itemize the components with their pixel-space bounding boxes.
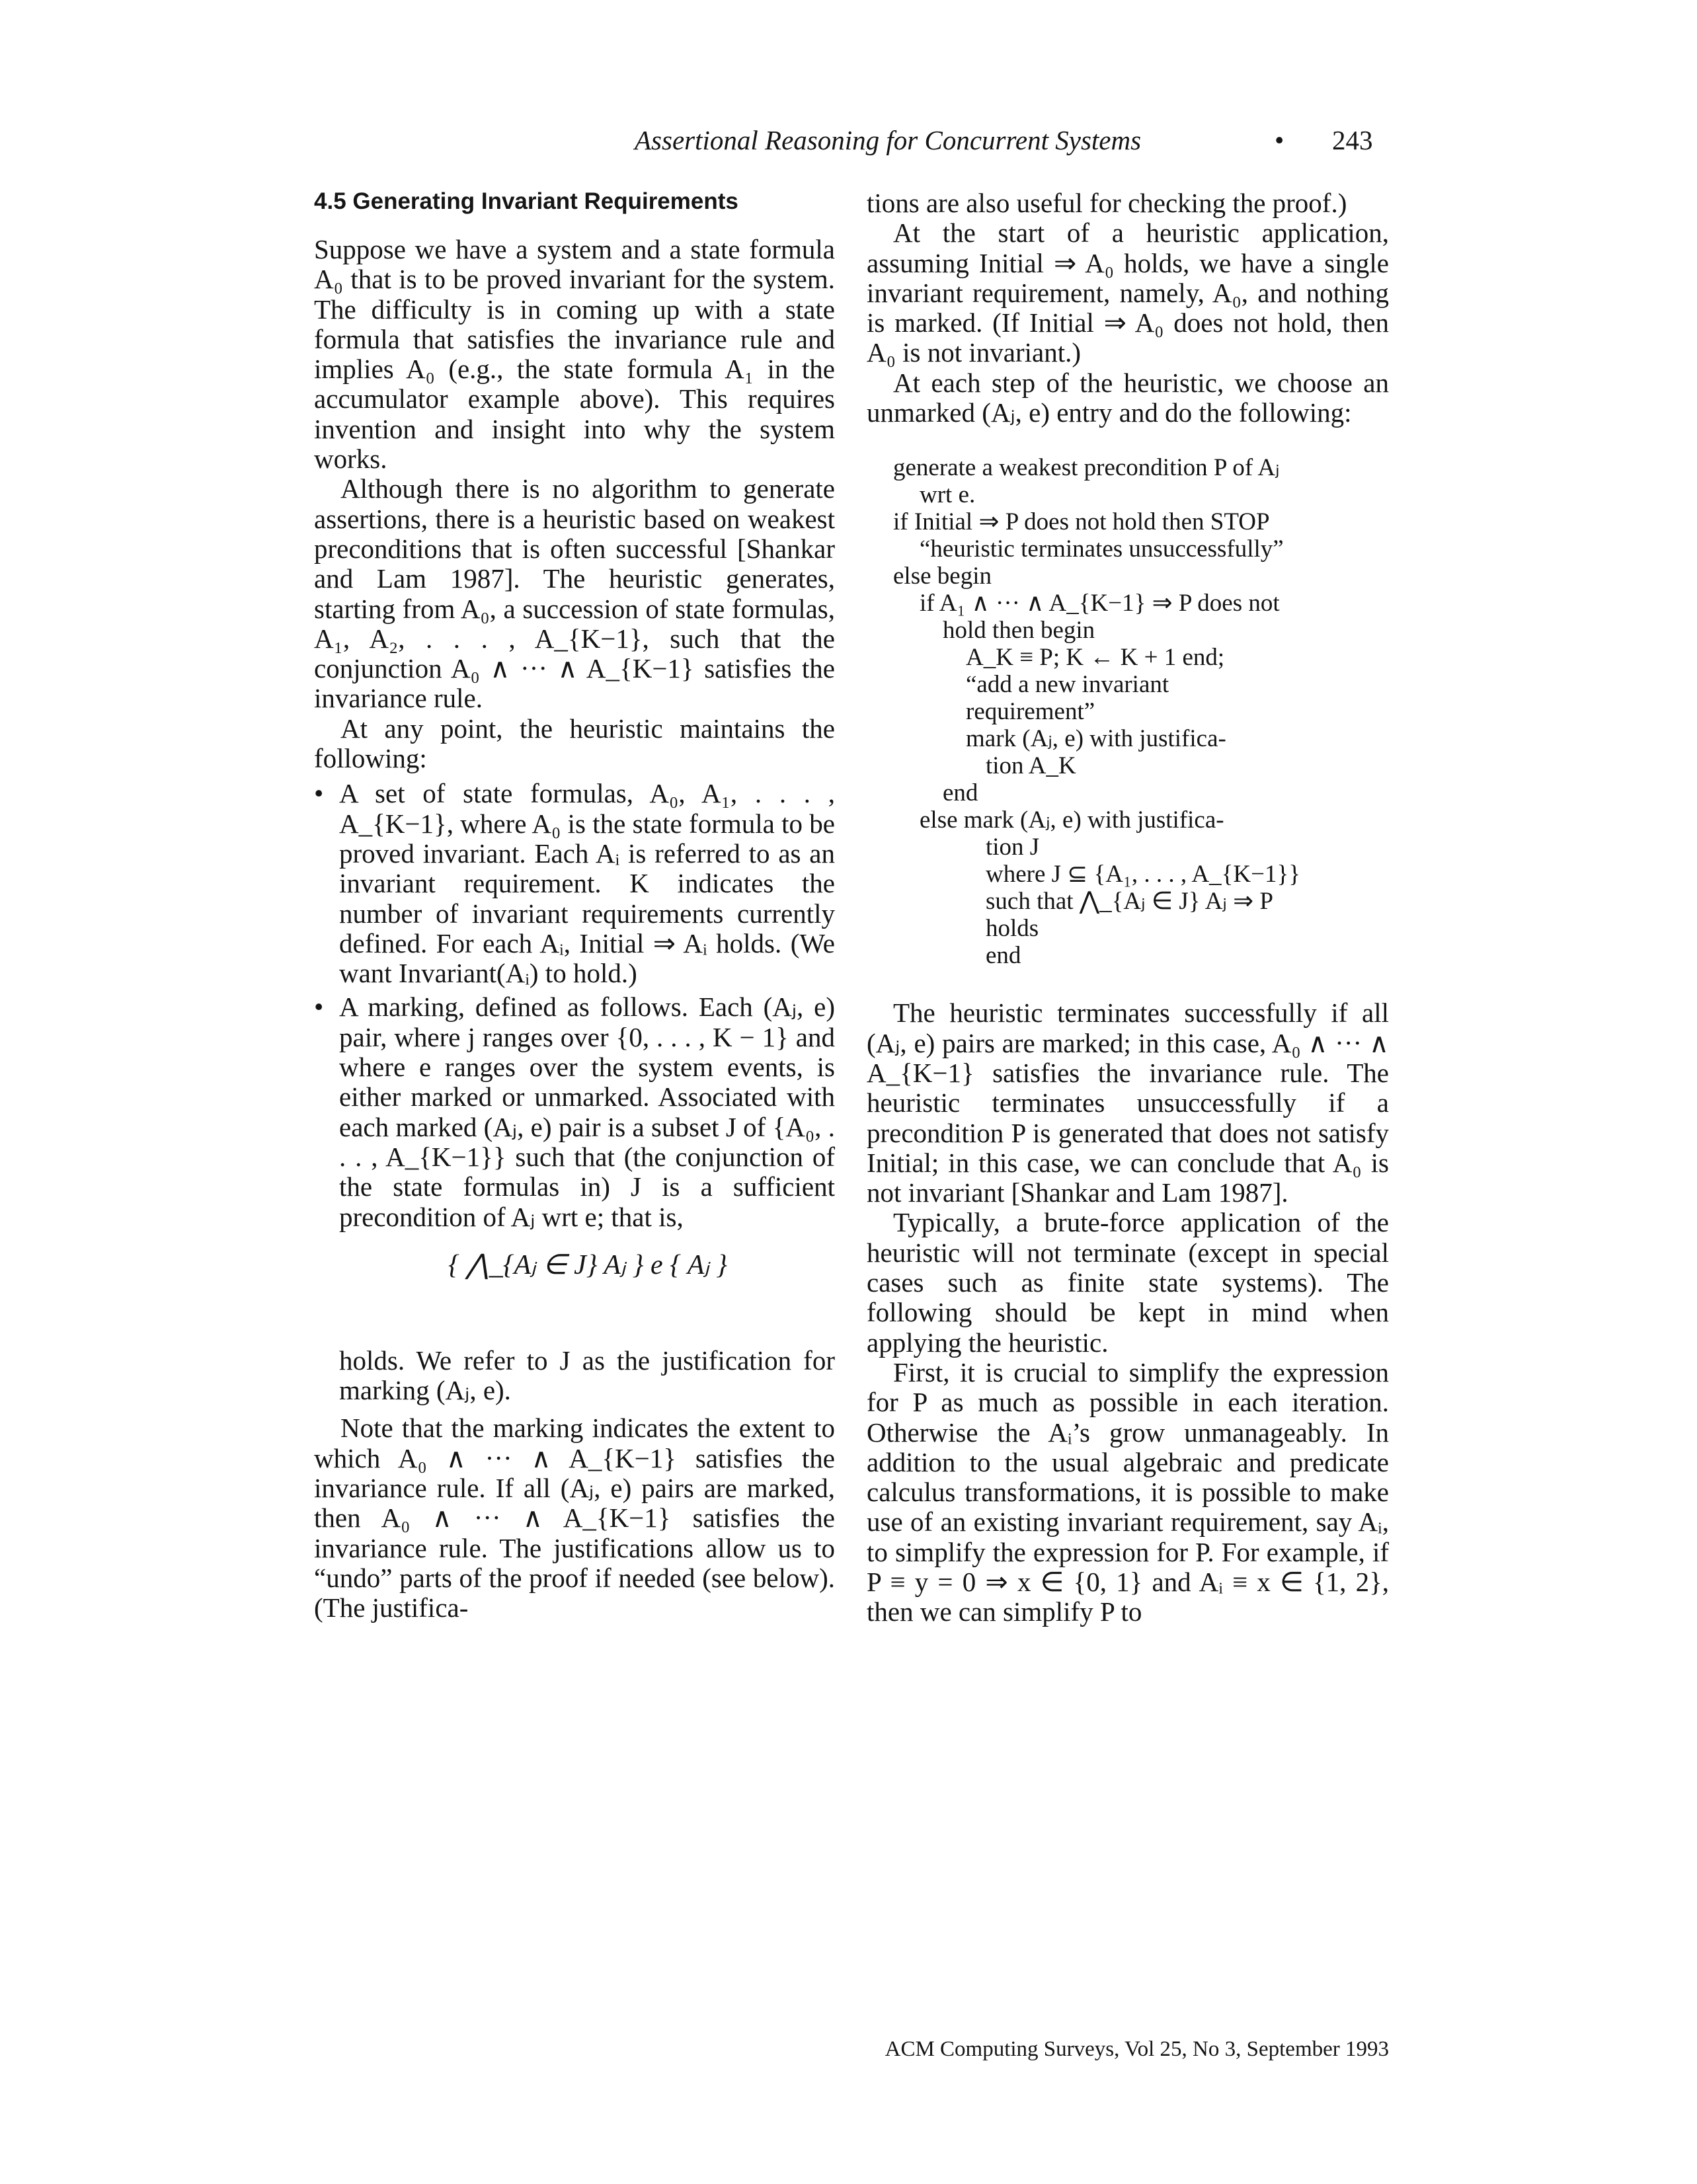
section-heading: 4.5 Generating Invariant Requirements (314, 188, 738, 214)
algorithm-line: generate a weakest precondition P of Aⱼ (893, 454, 1280, 482)
algorithm-line: else mark (Aⱼ, e) with justifica- (920, 806, 1224, 834)
algorithm-line: mark (Aⱼ, e) with justifica- (966, 725, 1226, 753)
paragraph: Although there is no algorithm to generate assertions, there is a heuristic based on weakest preconditions that is often successful [Shankar and Lam 1987]. The heuristic generates, starting from A₀, a succession of state formulas, A₁, A₂, . . . , A_{K−1}, such that the conjunction A₀ ∧ ··· ∧ A_{K−1} satisfies the invariance rule. (314, 473, 835, 714)
algorithm-block (893, 454, 1389, 969)
paragraph: First, it is crucial to simplify the expression for P as much as possible in each iteration. Otherwise the Aᵢ’s grow unmanageably. In addition to the usual algebraic and predicate calculus transformations, it is possible to make use of an existing invariant requirement, say Aᵢ, to simplify the expression for P. For example, if P ≡ y = 0 ⇒ x ∈ {0, 1} and Aᵢ ≡ x ∈ {1, 2}, then we can simplify P to (867, 1356, 1389, 1627)
algorithm-line: tion J (986, 834, 1040, 861)
bullet-icon: • (314, 992, 324, 1023)
algorithm-line: A_K ≡ P; K ← K + 1 end; (966, 644, 1225, 672)
paragraph: At each step of the heuristic, we choose an unmarked (Aⱼ, e) entry and do the following: (867, 367, 1389, 428)
bullet-list (314, 779, 835, 1231)
algorithm-line: end (986, 942, 1021, 970)
algorithm-line: wrt e. (920, 481, 976, 509)
algorithm-line: if Initial ⇒ P does not hold then STOP (893, 508, 1270, 536)
equation-text: { ⋀_{Aⱼ ∈ J} Aⱼ } e { Aⱼ } (448, 1249, 728, 1280)
paragraph: Note that the marking indicates the extent to which A₀ ∧ ··· ∧ A_{K−1} satisfies the invariance rule. If all (Aⱼ, e) pairs are marked, then A₀ ∧ ··· ∧ A_{K−1} satisfies the invariance rule. The justifications allow us to “undo” parts of the proof if needed (see below). (The justifica- (314, 1413, 835, 1623)
paragraph: tions are also useful for checking the proof.) (867, 188, 1347, 218)
algorithm-line: tion A_K (986, 752, 1076, 780)
paragraph: At the start of a heuristic application, assuming Initial ⇒ A₀ holds, we have a single invariant requirement, namely, A₀, and nothing is marked. (If Initial ⇒ A₀ does not hold, then A₀ is not invariant.) (867, 217, 1389, 368)
page-number: 243 (1332, 125, 1373, 155)
paragraph: The heuristic terminates successfully if all (Aⱼ, e) pairs are marked; in this case, A₀ ∧ ··· ∧ A_{K−1} satisfies the invariance rule. The heuristic terminates unsuccessfully if a precondition P is generated that does not satisfy Initial; in this case, we can conclude that A₀ is not invariant [Shankar and Lam 1987]. (867, 997, 1389, 1208)
algorithm-line: if A₁ ∧ ··· ∧ A_{K−1} ⇒ P does not (920, 590, 1280, 617)
running-head-title: Assertional Reasoning for Concurrent Systems (635, 125, 1142, 155)
journal-footer: ACM Computing Surveys, Vol 25, No 3, September 1993 (885, 2037, 1389, 2061)
algorithm-line: where J ⊆ {A₁, . . . , A_{K−1}} (986, 861, 1300, 888)
algorithm-line: hold then begin (943, 617, 1095, 644)
paragraph: holds. We refer to J as the justification for marking (Aⱼ, e). (339, 1345, 835, 1406)
algorithm-line: else begin (893, 563, 992, 590)
bullet-icon: • (314, 778, 324, 809)
running-head (311, 124, 1388, 164)
algorithm-line: “add a new invariant (966, 671, 1169, 699)
paragraph: At any point, the heuristic maintains the following: (314, 713, 835, 774)
paragraph: Suppose we have a system and a state formula A₀ that is to be proved invariant for the system. The difficulty is in coming up with a state formula that satisfies the invariance rule and implies A₀ (e.g., the state formula A₁ in the accumulator example above). This requires invention and insight into why the system works. (314, 234, 835, 475)
algorithm-line: requirement” (966, 698, 1095, 726)
algorithm-line: end (943, 779, 978, 807)
paragraph: Typically, a brute-force application of the heuristic will not terminate (except in special cases such as finite state systems). The following should be kept in mind when applying the heuristic. (867, 1207, 1389, 1358)
left-column (314, 188, 835, 1623)
running-head-bullet: • (1275, 125, 1284, 155)
algorithm-line: “heuristic terminates unsuccessfully” (920, 535, 1284, 563)
list-item-text: A set of state formulas, A₀, A₁, . . . , A_{K−1}, where A₀ is the state formula to be proved invariant. Each Aᵢ is referred to as an invariant requirement. K indicates the number of invariant requirements currently defined. For each Aᵢ, Initial ⇒ Aᵢ holds. (We want Invariant(Aᵢ) to hold.) (339, 778, 835, 989)
display-equation (340, 1251, 835, 1323)
algorithm-line: such that ⋀_{Aⱼ ∈ J} Aⱼ ⇒ P (986, 888, 1273, 916)
list-item (314, 992, 835, 1231)
list-item (314, 779, 835, 988)
list-item-text: A marking, defined as follows. Each (Aⱼ, e) pair, where j ranges over {0, . . . , K − 1} and where e ranges over the system events, is either marked or unmarked. Associated with each marked (Aⱼ, e) pair is a subset J of {A₀, . . . , A_{K−1}} such that (the conjunction of the state formulas in) J is a sufficient precondition of Aⱼ wrt e; that is, (339, 992, 835, 1232)
right-column (867, 188, 1389, 1627)
algorithm-line: holds (986, 915, 1039, 943)
